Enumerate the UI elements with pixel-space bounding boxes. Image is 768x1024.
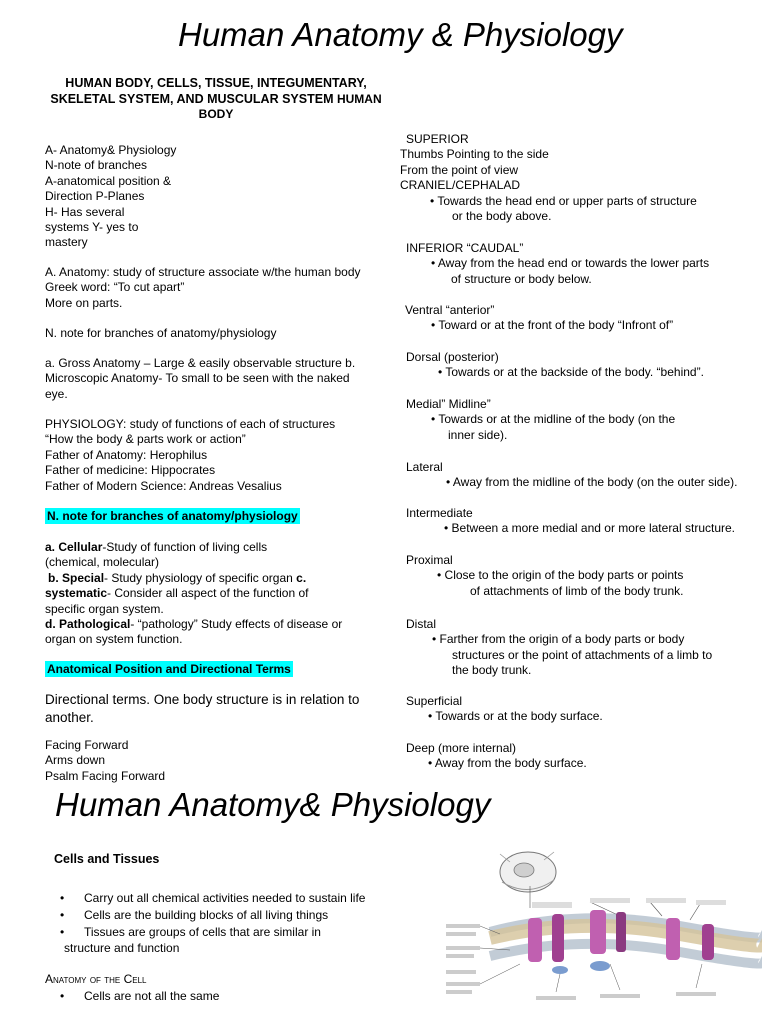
text-line: H- Has several	[45, 204, 125, 219]
cellular-line	[45, 540, 342, 555]
cellular-text: -Study of function of living cells	[102, 540, 268, 554]
bullet-line: • Away from the body surface.	[428, 756, 587, 771]
proximal-label: Proximal	[406, 553, 453, 567]
systematic-letter: c.	[296, 570, 307, 585]
text-line: Facing Forward	[45, 738, 129, 752]
text-line: Father of Anatomy: Herophilus	[45, 447, 208, 462]
section-heading-bold: HUMAN BODY, CELLS, TISSUE, INTEGUMENTARY, SKELETAL SYSTEM, AND MUSCULAR SYSTEM	[50, 76, 367, 106]
page-title: Human Anatomy & Physiology	[178, 16, 623, 53]
distal-block	[406, 617, 712, 679]
gross-anatomy	[45, 356, 355, 402]
bullet-cont: structures or the point of attachments of a limb to	[452, 647, 713, 662]
facing-block	[45, 738, 165, 784]
text-line: A- Anatomy& Physiology	[45, 143, 177, 157]
text-line: Greek word: “To cut apart”	[45, 280, 185, 295]
highlight-text: Anatomical Position and Directional Terms	[47, 662, 291, 676]
text-line: a. Gross Anatomy – Large & easily observable structure b.	[45, 356, 356, 370]
bullet-cont: or the body above.	[452, 209, 552, 224]
highlight-anatomical-position	[45, 662, 293, 677]
bullet-dot: •	[60, 989, 65, 1003]
physiology-block	[45, 417, 335, 494]
text-line: N-note of branches	[45, 158, 148, 173]
bullet-dot: •	[60, 908, 65, 922]
cellular-label: a. Cellular	[45, 540, 103, 554]
bullet-cont: of attachments of limb of the body trunk.	[470, 583, 684, 598]
medial-label: Medial” Midline”	[406, 397, 491, 411]
highlight-branches	[45, 509, 300, 524]
dorsal-label: Dorsal (posterior)	[406, 350, 499, 364]
bullet-line: • Between a more medial and or more lateral structure.	[444, 521, 735, 536]
text-line: (chemical, molecular)	[45, 555, 160, 570]
distal-label: Distal	[406, 617, 437, 631]
list-item-cont: structure and function	[64, 941, 180, 955]
highlight-text: N. note for branches of anatomy/physiology	[47, 509, 298, 523]
ventral-block	[405, 303, 673, 334]
text-line: A. Anatomy: study of structure associate w/the human body	[45, 265, 361, 279]
text-line: specific organ system.	[45, 601, 164, 616]
page2-title: Human Anatomy& Physiology	[55, 786, 491, 823]
text-line: Father of Modern Science: Andreas Vesalius	[45, 478, 282, 493]
superficial-label: Superficial	[406, 694, 463, 708]
bullet-line: • Towards or at the backside of the body. “behind”.	[438, 365, 704, 380]
bullet-line: • Towards the head end or upper parts of structure	[430, 193, 697, 208]
deep-block	[406, 741, 587, 772]
special-text: - Study physiology of specific organ	[104, 570, 293, 585]
bullet-dot: •	[60, 891, 65, 905]
section-heading-tail: HUMAN BODY	[198, 91, 382, 121]
bullet-line: • Away from the head end or towards the lower parts	[431, 256, 710, 271]
bullet-line: • Farther from the origin of a body parts or body	[432, 632, 685, 647]
text-line: CRANIEL/CEPHALAD	[400, 178, 521, 193]
lateral-label: Lateral	[406, 460, 443, 474]
special-label: b. Special	[48, 570, 105, 585]
text-line: Microscopic Anatomy- To small to be seen with the naked	[45, 371, 350, 386]
special-line	[45, 571, 342, 586]
anatomy-of-cell-heading: Anatomy of the Cell	[45, 972, 147, 986]
list-item: Cells are not all the same	[84, 989, 220, 1003]
bullet-line: • Away from the midline of the body (on the outer side).	[446, 475, 738, 490]
bullet-line: • Towards or at the body surface.	[428, 709, 603, 724]
proximal-block	[406, 553, 683, 599]
text-line: eye.	[45, 386, 68, 401]
superior-label: SUPERIOR	[406, 132, 469, 146]
text-line: Thumbs Pointing to the side	[400, 147, 549, 162]
text-line: Psalm Facing Forward	[45, 768, 166, 783]
bullet-cont: of structure or body below.	[451, 271, 592, 286]
text-line: More on parts.	[45, 295, 123, 310]
text-line: another.	[45, 709, 94, 725]
text-line: Arms down	[45, 753, 106, 768]
acronym-block	[45, 143, 176, 251]
list-item: Carry out all chemical activities needed to sustain life	[84, 891, 366, 905]
list-item: Cells are the building blocks of all living things	[84, 908, 329, 922]
systematic-line	[45, 586, 342, 601]
text-line: PHYSIOLOGY: study of functions of each of structures	[45, 417, 336, 431]
systematic-text: - Consider all aspect of the function of	[107, 586, 309, 601]
text-line: “How the body & parts work or action”	[45, 432, 246, 447]
text-line: Father of medicine: Hippocrates	[45, 463, 216, 478]
anatomy-definition	[45, 265, 361, 311]
patho-text: - “pathology” Study effects of disease or	[130, 617, 343, 632]
note-branches: N. note for branches of anatomy/physiology	[45, 326, 277, 340]
text-line: Direction P-Planes	[45, 189, 145, 204]
list-item: Tissues are groups of cells that are similar in	[84, 925, 321, 939]
directional-terms	[45, 691, 359, 726]
bullet-dot: •	[60, 925, 65, 939]
text-line: Directional terms. One body structure is in relation to	[45, 692, 360, 707]
dorsal-block	[406, 350, 704, 381]
branches-list	[45, 540, 342, 648]
bullet-line: • Close to the origin of the body parts or points	[437, 568, 684, 583]
inferior-label: INFERIOR “CAUDAL”	[406, 241, 524, 255]
bullet-cont: inner side).	[448, 427, 508, 442]
bullet-line: • Towards or at the midline of the body (on the	[431, 412, 676, 427]
text-line: A-anatomical position &	[45, 173, 172, 188]
ventral-label: Ventral “anterior”	[405, 303, 495, 317]
inferior-block	[406, 241, 709, 287]
superior-block	[400, 132, 697, 224]
text-line: organ on system function.	[45, 632, 183, 647]
intermediate-label: Intermediate	[406, 506, 473, 520]
bullet-cont: the body trunk.	[452, 663, 532, 678]
bullet-line: • Toward or at the front of the body “Infront of”	[431, 318, 674, 333]
cells-heading: Cells and Tissues	[54, 852, 160, 866]
patho-line	[45, 617, 342, 632]
deep-label: Deep (more internal)	[406, 741, 517, 755]
intermediate-block	[406, 506, 735, 537]
text-line: systems Y- yes to	[45, 220, 139, 235]
text-line: From the point of view	[400, 162, 519, 177]
medial-block	[406, 397, 675, 443]
cell-membrane-icon	[440, 846, 762, 1016]
cell-membrane-illustration	[440, 846, 762, 1016]
patho-label: d. Pathological	[45, 617, 131, 632]
superficial-block	[406, 694, 603, 725]
section-heading	[40, 76, 392, 123]
text-line: mastery	[45, 235, 88, 250]
systematic-label: systematic	[45, 586, 108, 601]
lateral-block	[406, 460, 737, 491]
